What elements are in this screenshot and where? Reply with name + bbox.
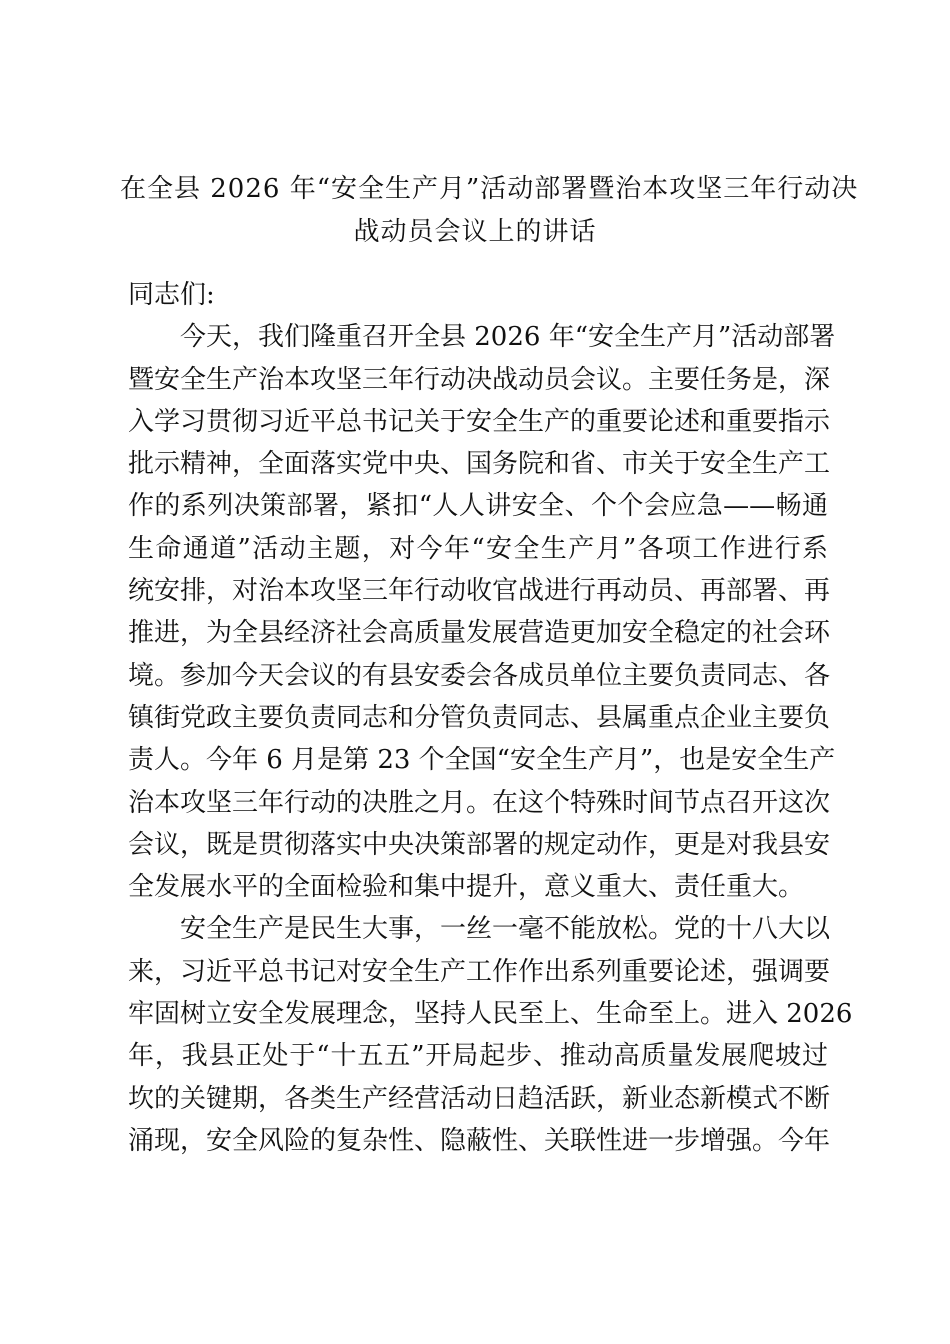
paragraph-line: 坎的关键期，各类生产经营活动日趋活跃，新业态新模式不断 bbox=[128, 1083, 831, 1114]
paragraph-line: 作的系列决策部署，紧扣“人人讲安全、个个会应急——畅通 bbox=[128, 491, 828, 522]
paragraph-line: 安全生产是民生大事，一丝一毫不能放松。党的十八大以 bbox=[180, 914, 831, 945]
paragraph-line: 责人。今年 6 月是第 23 个全国“安全生产月”，也是安全生产 bbox=[128, 745, 836, 776]
paragraph-line: 涌现，安全风险的复杂性、隐蔽性、关联性进一步增强。今年 bbox=[128, 1125, 831, 1156]
paragraph-line: 会议，既是贯彻落实中央决策部署的规定动作，更是对我县安 bbox=[128, 829, 831, 860]
paragraph-line: 镇街党政主要负责同志和分管负责同志、县属重点企业主要负 bbox=[128, 702, 831, 733]
paragraph-1 bbox=[128, 316, 836, 908]
paragraph-line: 治本攻坚三年行动的决胜之月。在这个特殊时间节点召开这次 bbox=[128, 787, 831, 818]
paragraph-line: 全发展水平的全面检验和集中提升，意义重大、责任重大。 bbox=[128, 872, 805, 903]
paragraph-line: 入学习贯彻习近平总书记关于安全生产的重要论述和重要指示 bbox=[128, 406, 831, 437]
paragraph-line: 境。参加今天会议的有县安委会各成员单位主要负责同志、各 bbox=[128, 660, 831, 691]
paragraph-line: 来，习近平总书记对安全生产工作作出系列重要论述，强调要 bbox=[128, 956, 831, 987]
paragraph-line: 统安排，对治本攻坚三年行动收官战进行再动员、再部署、再 bbox=[128, 576, 831, 607]
title-line: 在全县 2026 年“安全生产月”活动部署暨治本攻坚三年行动决 bbox=[120, 174, 859, 204]
paragraph-2 bbox=[128, 908, 853, 1162]
paragraph-line: 今天，我们隆重召开全县 2026 年“安全生产月”活动部署 bbox=[180, 322, 836, 353]
paragraph-line: 暨安全生产治本攻坚三年行动决战动员会议。主要任务是，深 bbox=[128, 364, 831, 395]
paragraph-line: 牢固树立安全发展理念，坚持人民至上、生命至上。进入 2026 bbox=[128, 999, 853, 1030]
salutation: 同志们: bbox=[128, 280, 215, 310]
document-title bbox=[120, 168, 859, 254]
document-body bbox=[128, 274, 853, 1162]
paragraph-line: 推进，为全县经济社会高质量发展营造更加安全稳定的社会环 bbox=[128, 618, 831, 649]
title-line: 战动员会议上的讲话 bbox=[353, 217, 597, 247]
paragraph-line: 批示精神，全面落实党中央、国务院和省、市关于安全生产工 bbox=[128, 449, 831, 480]
paragraph-line: 生命通道”活动主题，对今年“安全生产月”各项工作进行系 bbox=[128, 533, 828, 564]
paragraph-line: 年，我县正处于“十五五”开局起步、推动高质量发展爬坡过 bbox=[128, 1041, 828, 1072]
